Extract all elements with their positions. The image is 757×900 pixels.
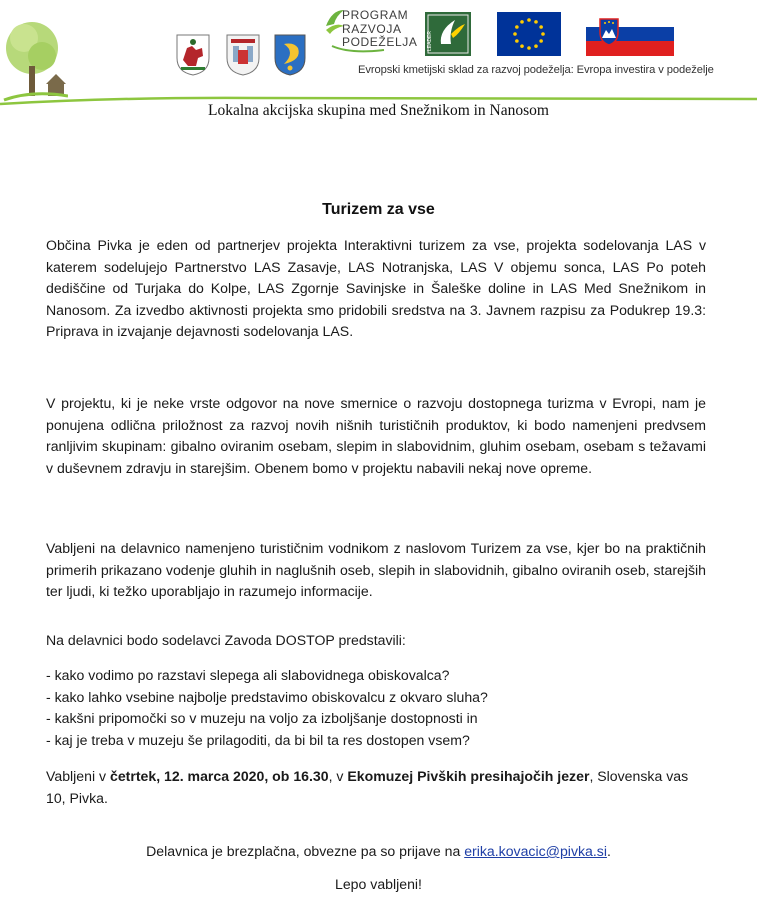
eu-star-icon <box>520 44 524 48</box>
eu-star-icon <box>534 44 538 48</box>
event-date: četrtek, 12. marca 2020, ob 16.30 <box>109 768 329 784</box>
list-item: - kakšni pripomočki so v muzeju na voljo za izboljšanje dostopnosti in <box>46 710 478 726</box>
program-line-3: PODEŽELJA <box>342 35 418 49</box>
document-title: Turizem za vse <box>322 201 435 218</box>
eu-star-icon <box>539 25 543 29</box>
coat-of-arms-castle-icon <box>226 34 260 76</box>
eafrd-caption: Evropski kmetijski sklad za razvoj podeželja: Evropa investira v podeželje <box>358 64 714 76</box>
venue-address-line-2: 10, Pivka. <box>46 789 108 806</box>
eu-star-icon <box>534 20 538 24</box>
list-item: - kaj je treba v muzeju še prilagoditi, da bi bil ta res dostopen vsem? <box>46 731 470 748</box>
registration-email-link[interactable]: erika.kovacic@pivka.si <box>464 843 607 859</box>
topics-list <box>46 665 706 751</box>
coat-of-arms-moon-icon <box>274 34 306 76</box>
registration-suffix: . <box>606 843 611 859</box>
venue-address: , Slovenska vas <box>589 768 689 784</box>
eu-star-icon <box>515 39 519 43</box>
closing-greeting: Lepo vabljeni! <box>335 876 422 892</box>
eu-star-icon <box>515 25 519 29</box>
leader-logo <box>425 12 471 56</box>
page-header <box>0 0 757 130</box>
eu-star-icon <box>527 18 531 22</box>
paragraph-project-goals: V projektu, ki je neke vrste odgovor na nove smernice o razvoju dostopnega turizma v Evropi, nam je ponujena odlična priložnost za razvoj novih nišnih turističnih produktov, ki bodo namenjeni predvsem ranljivim skupinam: gibalno oviranim osebam, slepim in slabovidnim, gluhim osebam, osebam s težavami v duševnem zdravju in starejšim. Obenem bomo v projektu nabavili nekaj nove opreme. <box>46 395 706 476</box>
presenters-intro: Na delavnici bodo sodelavci Zavoda DOSTOP predstavili: <box>46 632 406 648</box>
registration-note <box>0 843 757 859</box>
eu-star-icon <box>520 20 524 24</box>
leader-logo-text: LEADER <box>427 30 433 51</box>
registration-text: Delavnica je brezplačna, obvezne pa so prijave na <box>146 843 465 859</box>
eu-flag-icon <box>497 12 561 56</box>
event-venue: Ekomuzej Pivških presihajočih jezer <box>347 768 590 784</box>
paragraph-project-intro: Občina Pivka je eden od partnerjev projekta Interaktivni turizem za vse, projekta sodelovanja LAS v katerem sodelujejo Partnerstvo LAS Zasavje, LAS Notranjska, LAS V objemu sonca, LAS Po poteh dediščine od Turjaka do Kolpe, LAS Zgornje Savinjske in Šaleške doline in LAS Med Snežnikom in Nanosom. Za izvedbo aktivnosti projekta smo pridobili sredstva na 3. Javnem razpisu za Podukrep 19.3: Priprava in izvajanje dejavnosti sodelovanja LAS. <box>46 237 706 339</box>
las-tree-logo <box>2 8 68 104</box>
eu-star-icon <box>541 32 545 36</box>
program-line-2: RAZVOJA <box>342 21 402 36</box>
eu-star-icon <box>539 39 543 43</box>
invitation-details <box>46 766 706 809</box>
paragraph-workshop-invite: Vabljeni na delavnico namenjeno turističnim vodnikom z naslovom Turizem za vse, kjer bo na praktičnih primerih prikazano vodenje gluhih in naglušnih oseb, slepih in slabovidnih, gibalno oviranih oseb, starejših ter ljudi, ki težko uporabljajo in razumejo informacije. <box>46 540 706 599</box>
invitation-line-1 <box>46 766 706 788</box>
eu-star-icon <box>527 46 531 50</box>
program-line-1: PROGRAM <box>342 8 409 22</box>
invitation-prefix: Vabljeni v <box>46 768 110 784</box>
program-razvoja-podezelja-text <box>342 9 417 50</box>
list-item: - kako lahko vsebine najbolje predstavimo obiskovalcu z okvaro sluha? <box>46 688 488 705</box>
slovenian-flag-icon <box>586 12 674 56</box>
organization-name: Lokalna akcijska skupina med Snežnikom in Nanosom <box>208 102 549 119</box>
list-item: - kako vodimo po razstavi slepega ali slabovidnega obiskovalca? <box>46 667 450 683</box>
invitation-middle: , v <box>328 768 348 784</box>
eu-star-icon <box>513 32 517 36</box>
coat-of-arms-horse-icon <box>176 34 210 76</box>
